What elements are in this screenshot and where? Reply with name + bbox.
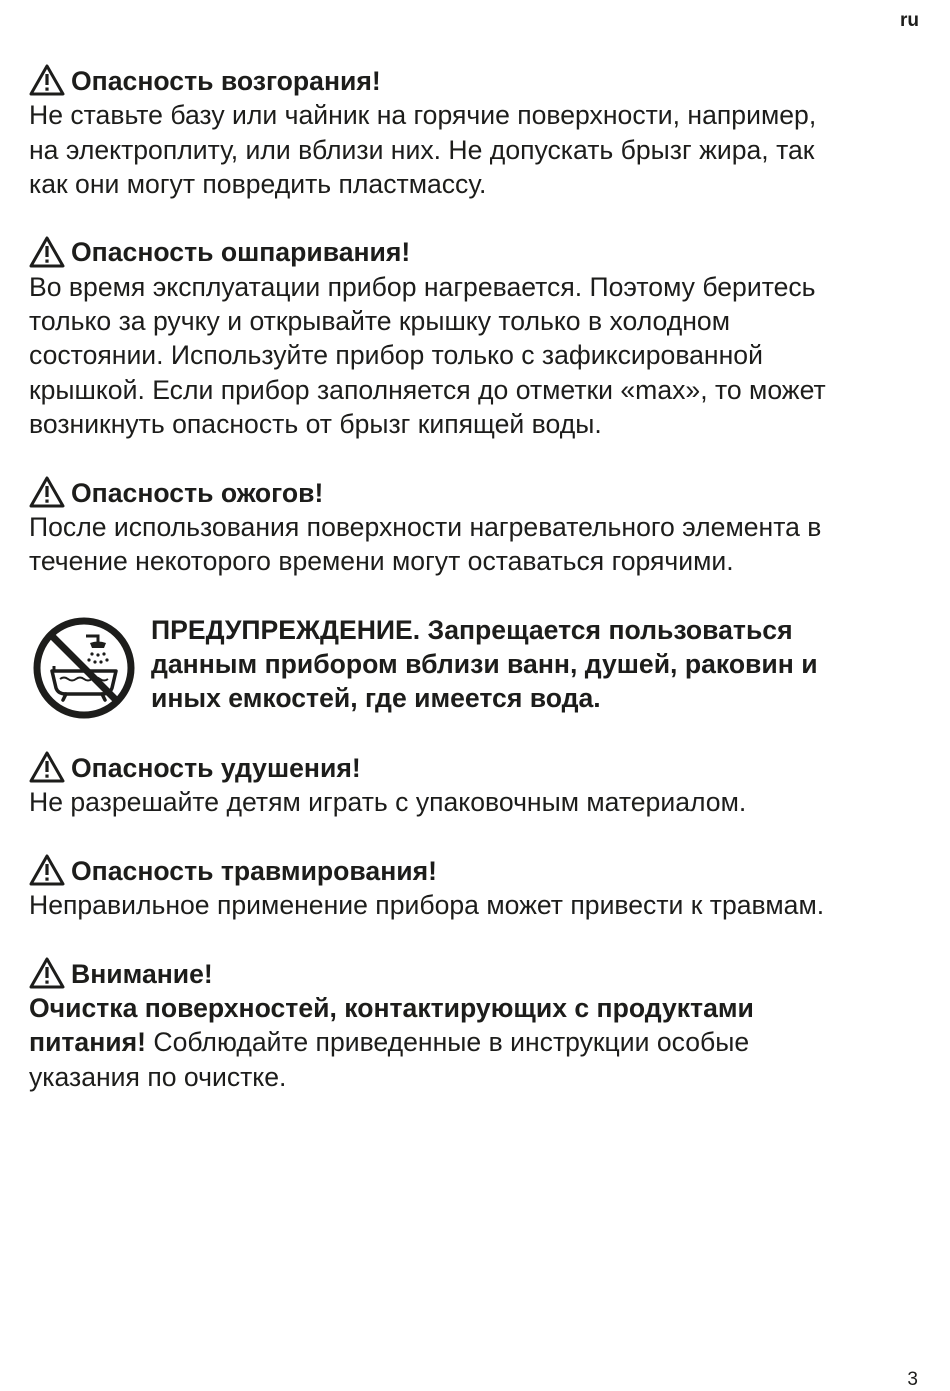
safety-instructions bbox=[29, 64, 929, 1128]
scald-hazard-section bbox=[29, 235, 929, 441]
notice-text bbox=[151, 613, 818, 716]
suffocation-hazard-section bbox=[29, 751, 929, 820]
section-body bbox=[29, 270, 929, 441]
section-body bbox=[29, 785, 929, 819]
burn-hazard-heading bbox=[29, 476, 929, 510]
notice-line: ПРЕДУПРЕЖДЕНИЕ. Запрещается пользоваться bbox=[151, 614, 793, 645]
warning-triangle-icon bbox=[29, 236, 65, 268]
page-number: 3 bbox=[907, 1369, 918, 1390]
section-body bbox=[29, 98, 929, 201]
suffocation-hazard-heading bbox=[29, 751, 929, 785]
body-line: указания по очистке. bbox=[29, 1061, 287, 1092]
body-line: состоянии. Используйте прибор только с зафиксированной bbox=[29, 340, 763, 371]
bold-line: Очистка поверхностей, контактирующих с продуктами bbox=[29, 993, 754, 1024]
language-code: ru bbox=[900, 10, 919, 31]
water-warning-notice bbox=[29, 613, 929, 717]
section-body bbox=[29, 888, 929, 922]
fire-hazard-section bbox=[29, 64, 929, 201]
section-body bbox=[29, 991, 929, 1094]
burn-hazard-section bbox=[29, 476, 929, 579]
warning-triangle-icon bbox=[29, 751, 65, 783]
body-line: Во время эксплуатации прибор нагревается. Поэтому беритесь bbox=[29, 271, 816, 302]
body-line: на электроплиту, или вблизи них. Не допускать брызг жира, так bbox=[29, 134, 815, 165]
injury-hazard-heading bbox=[29, 854, 929, 888]
section-title: Опасность травмирования! bbox=[71, 855, 437, 886]
body-line: крышкой. Если прибор заполняется до отметки «max», то может bbox=[29, 374, 826, 405]
notice-line: иных емкостей, где имеется вода. bbox=[151, 683, 601, 714]
body-line: Не разрешайте детям играть с упаковочным материалом. bbox=[29, 787, 747, 818]
section-title: Опасность возгорания! bbox=[71, 66, 381, 96]
section-title: Опасность ошпаривания! bbox=[71, 237, 411, 268]
warning-triangle-icon bbox=[29, 476, 65, 508]
body-line: После использования поверхности нагревательного элемента в bbox=[29, 511, 822, 542]
body-line: Неправильное применение прибора может привести к травмам. bbox=[29, 890, 825, 921]
body-line: только за ручку и открывайте крышку только в холодном bbox=[29, 306, 730, 337]
body-line: Соблюдайте приведенные в инструкции особые bbox=[146, 1027, 750, 1058]
body-line: Не ставьте базу или чайник на горячие поверхности, например, bbox=[29, 100, 817, 131]
section-title: Опасность ожогов! bbox=[71, 477, 324, 508]
section-body bbox=[29, 510, 929, 579]
no-bathtub-shower-icon bbox=[32, 616, 136, 720]
bold-line: питания! bbox=[29, 1027, 147, 1058]
body-line: возникнуть опасность от брызг кипящей воды. bbox=[29, 408, 602, 439]
warning-triangle-icon bbox=[29, 957, 65, 989]
body-line: как они могут повредить пластмассу. bbox=[29, 168, 487, 199]
warning-triangle-icon bbox=[29, 854, 65, 886]
fire-hazard-heading bbox=[29, 64, 929, 98]
attention-section bbox=[29, 957, 929, 1094]
body-line: течение некоторого времени могут оставаться горячими. bbox=[29, 546, 734, 577]
section-title: Опасность удушения! bbox=[71, 753, 361, 784]
warning-triangle-icon bbox=[29, 64, 65, 96]
notice-line: данным прибором вблизи ванн, душей, раковин и bbox=[151, 649, 818, 680]
injury-hazard-section bbox=[29, 854, 929, 923]
section-title: Внимание! bbox=[71, 958, 213, 989]
attention-heading bbox=[29, 957, 929, 991]
scald-hazard-heading bbox=[29, 235, 929, 269]
